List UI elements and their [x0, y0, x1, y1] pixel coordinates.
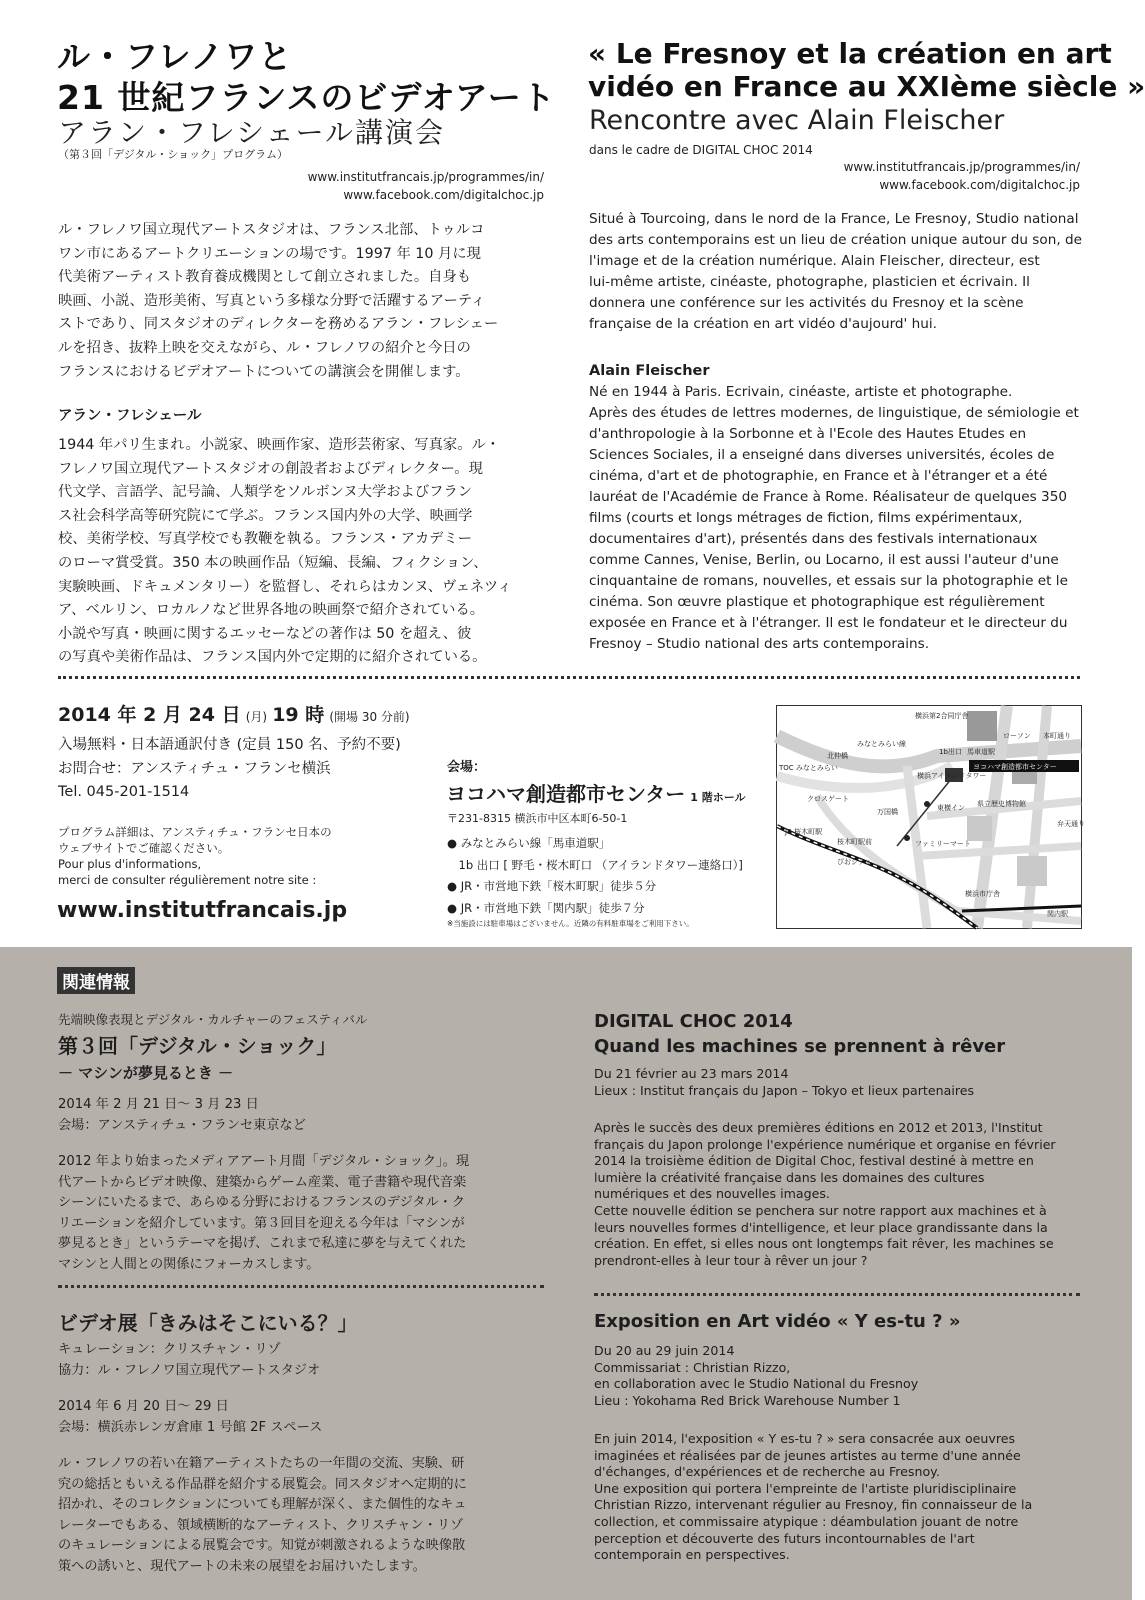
ex-fr-body-line: perception et découverte des futurs incontournables de l'art — [594, 1530, 975, 1546]
section-divider — [58, 676, 1080, 679]
related-badge: 関連情報 — [57, 967, 135, 994]
dc-jp-body-line: 2012 年より始まったメディアアート月間「デジタル・ショック」。現 — [58, 1154, 470, 1169]
ex-fr-meta-line: Lieu : Yokohama Red Brick Warehouse Number 1 — [594, 1392, 901, 1408]
fr-bio-line: comme Cannes, Venise, Berlin, ou Locarno, il est aussi l'auteur d'une — [589, 552, 1059, 568]
section-divider — [594, 1293, 1080, 1296]
ex-jp-body-line: ル・フレノワの若い在籍アーティストたちの一年間の交流、実験、研 — [58, 1456, 465, 1471]
event-details-line: Pour plus d'informations, — [58, 857, 202, 871]
jp-bio-line: 1944 年パリ生まれ。小説家、映画作家、造形芸術家、写真家。ル・ — [58, 437, 501, 453]
jp-bio-line: 校、美術学校、写真学校でも教鞭を執る。フランス・アカデミー — [58, 531, 473, 548]
event-info-line: Tel. 045-201-1514 — [58, 784, 190, 800]
venue-note: ※当施設には駐車場はございません。近隣の有料駐車場をご利用下さい。 — [447, 919, 694, 928]
jp-intro-line: ルを招き、抜粋上映を交えながら、ル・フレノワの紹介と今日の — [58, 339, 471, 356]
fr-intro-line: lui-même artiste, cinéaste, photographe, plasticien et écrivain. Il — [589, 274, 1030, 290]
jp-bio-line: フレノワ国立現代アートスタジオの創設者およびディレクター。現 — [58, 460, 483, 477]
map-label: 横浜市庁舎 — [965, 890, 1000, 898]
dc-jp-body-line: マシンと人間との関係にフォーカスします。 — [58, 1256, 320, 1272]
ex-fr-body-line: En juin 2014, l'exposition « Y es-tu ? » sera consacrée aux oeuvres — [594, 1431, 1016, 1446]
ex-fr-body-line: Une exposition qui portera l'empreinte de l'artiste pluridisciplinaire — [594, 1480, 1017, 1496]
fr-intro-line: des arts contemporains est un lieu de création unique autour du son, de — [589, 232, 1082, 248]
dc-fr-body-line: leurs nouvelles formes d'intelligence, et leur place grandissante dans la — [594, 1219, 1048, 1235]
fr-urls — [780, 158, 1080, 194]
dc-jp-meta — [58, 1095, 306, 1136]
map-label: TOC みなとみらい — [779, 764, 838, 772]
fr-bio-line: cinéma, d'art et de photographie, en France et à l'étranger et a été — [589, 468, 1048, 484]
fr-bio-line: Né en 1944 à Paris. Ecrivain, cinéaste, artiste et photographe. — [589, 384, 1013, 400]
jp-title — [57, 36, 557, 118]
venue-access — [447, 833, 743, 919]
fr-bio-line: exposée en France et à l'étranger. Il est le fondateur et le directeur du — [589, 615, 1068, 631]
ex-fr-body-line: imaginées et réalisées par de jeunes artistes au terme d'une année — [594, 1447, 1021, 1463]
fr-intro-line: donnera une conférence sur les activités du Fresnoy et la scène — [589, 295, 1024, 311]
jp-title-line: ル・フレノワと — [57, 37, 293, 76]
ex-jp-body — [58, 1454, 543, 1577]
dc-jp-body-line: リエーションを紹介しています。第３回目を迎える今年は「マシンが — [58, 1215, 465, 1231]
dc-jp-body — [58, 1152, 543, 1275]
fr-bio-line: films (courts et longs métrages de fiction, films expérimentaux, — [589, 510, 1023, 526]
map-label: 関内駅 — [1047, 910, 1068, 918]
jp-intro — [58, 219, 546, 384]
fr-intro — [589, 209, 1081, 335]
dc-fr-meta — [594, 1066, 974, 1099]
fr-bio-line: documentaires d'art), présentés dans des festivals internationaux — [589, 531, 1038, 547]
fr-title-line: vidéo en France au XXIème siècle » — [588, 70, 1145, 103]
ex-jp-meta — [58, 1397, 322, 1438]
ex-jp-body-line: レーターでもある、領域横断的なアーティスト、クリスチャン・リゾ — [58, 1517, 464, 1533]
dc-jp-body-line: 代アートからビデオ映像、建築からゲーム産業、電子書籍や現代音楽 — [58, 1174, 467, 1190]
event-info — [58, 734, 401, 805]
jp-intro-line: 代美術アーティスト教育養成機関として創立されました。自身も — [58, 269, 472, 286]
jp-bio-line: ア、ベルリン、ロカルノなど世界各地の映画祭で紹介されている。 — [58, 602, 485, 619]
map-label: ヨコハマ創造都市センター — [973, 763, 1057, 771]
map-label: クロスゲート — [807, 795, 849, 803]
map-label: 1b出口 — [939, 748, 962, 756]
map-label: 横浜第2合同庁舎 — [915, 712, 969, 720]
dc-fr-body-line: création. En effet, si elles nous ont longtemps fait rêver, les machines se — [594, 1236, 1054, 1252]
fr-bio-line: cinéma. Son œuvre plastique et photographique est régulièrement — [589, 594, 1045, 610]
dc-jp-body-line: 夢見るとき」というテーマを掲げ、これまで私達に夢を与えてくれた — [58, 1236, 467, 1251]
jp-bio-line: のローマ賞受賞。350 本の映画作品（短編、長編、フィクション、 — [58, 554, 488, 571]
map-label: 県立歴史博物館 — [977, 800, 1026, 808]
event-details — [58, 824, 332, 888]
map-label: みなとみらい線 — [857, 740, 906, 748]
dc-fr-body-line: numériques et des nouvelles images. — [594, 1186, 830, 1202]
access-line: ● JR・市営地下鉄「桜木町駅」徒歩５分 — [447, 879, 657, 893]
map-graphic — [777, 706, 1085, 928]
ex-jp-body-line: 招かれ、そのコレクションについても理解が深く、また個性的なキュ — [58, 1497, 467, 1512]
map-building — [1017, 856, 1047, 886]
map-label: 万国橋 — [877, 808, 898, 816]
ex-jp-body-line: のキュレーションによる展覧会です。知覚が刺激されるような映像散 — [58, 1538, 466, 1553]
fr-intro-line: l'image et de la création numérique. Alain Fleischer, directeur, est — [589, 253, 1040, 269]
ex-jp-meta-line: 2014 年 6 月 20 日〜 29 日 — [58, 1399, 229, 1414]
jp-url-link[interactable]: www.facebook.com/digitalchoc.jp — [343, 188, 544, 202]
map-label: ファミリーマート — [915, 840, 971, 848]
ex-fr-body-line: collection, et commissaire atypique : déambulation jouant de notre — [594, 1513, 1019, 1529]
ex-fr-body-line: d'échanges, d'expériences et de recherche au Fresnoy. — [594, 1464, 940, 1480]
fr-intro-line: française de la création en art vidéo d'aujourd' hui. — [589, 316, 937, 332]
fr-bio — [589, 382, 1081, 655]
fr-bio-line: Après des études de lettres modernes, de linguistique, de sémiologie et — [589, 405, 1079, 421]
event-date: 2014 年 2 月 24 日 — [58, 704, 241, 726]
map-label: JR 桜木町駅 — [785, 828, 823, 836]
map-label: 本町通り — [1043, 732, 1071, 740]
jp-intro-line: ル・フレノワ国立現代アートスタジオは、フランス北部、トゥルコ — [58, 222, 485, 238]
venue-name: ヨコハマ創造都市センター — [446, 782, 686, 806]
event-details-line: merci de consulter régulièrement notre site : — [58, 873, 317, 887]
map-label: 桜木町駅前 — [837, 838, 872, 846]
ex-jp-credit-line: キュレーション：クリスチャン・リゾ — [58, 1342, 281, 1357]
fr-intro-line: Situé à Tourcoing, dans le nord de la France, Le Fresnoy, Studio national — [589, 211, 1079, 227]
event-day: (月) — [245, 710, 268, 724]
jp-intro-line: ストであり、同スタジオのディレクターを務めるアラン・フレシェー — [58, 316, 499, 333]
jp-intro-line: 映画、小説、造形美術、写真という多様な分野で活躍するアーティ — [58, 292, 486, 309]
ex-fr-body-line: contemporain en perspectives. — [594, 1547, 790, 1563]
access-line: ● JR・市営地下鉄「関内駅」徒歩７分 — [447, 900, 645, 915]
fr-bio-line: cinquantaine de romans, nouvelles, et essais sur la photographie et le — [589, 573, 1068, 589]
fr-url-link[interactable]: www.institutfrancais.jp/programmes/in/ — [843, 160, 1080, 174]
map-point — [904, 835, 910, 841]
ex-jp-meta-line: 会場：横浜赤レンガ倉庫 1 号館 2F スペース — [58, 1419, 323, 1435]
dc-fr-body — [594, 1120, 1082, 1269]
map-label: 馬車道駅 — [967, 748, 995, 756]
dc-fr-body-line: français du Japon prolonge l'expérience numérique et organise en février — [594, 1136, 1056, 1152]
venue-address: 〒231-8315 横浜市中区本町6-50-1 — [447, 812, 628, 825]
event-info-line: お問合せ：アンスティチュ・フランセ横浜 — [58, 760, 331, 777]
event-details-line: ウェブサイトでご確認ください。 — [58, 841, 230, 855]
website-link[interactable]: www.institutfrancais.jp — [57, 898, 348, 923]
map-building — [967, 816, 992, 841]
access-line: 1b 出口 [ 野毛・桜木町口 （アイランドタワー連絡口）] — [447, 857, 743, 872]
dc-jp-body-line: シーンにいたるまで、あらゆる分野におけるフランスのデジタル・ク — [58, 1195, 466, 1210]
ex-fr-meta-line: Du 20 au 29 juin 2014 — [594, 1343, 735, 1358]
event-info-line: 入場無料・日本語通訳付き (定員 150 名、予約不要) — [58, 737, 401, 753]
map-label: ぴおシティ — [837, 858, 872, 866]
access-line: ● みなとみらい線「馬車道駅」 — [447, 836, 611, 850]
dc-fr-body-line: Après le succès des deux premières éditions en 2012 et 2013, l'Institut — [594, 1120, 1043, 1135]
ex-jp-title: ビデオ展「きみはそこにいる？」 — [58, 1311, 358, 1335]
jp-bio-line: ス社会科学高等研究院にて学ぶ。フランス国内外の大学、映画学 — [58, 507, 473, 524]
ex-jp-body-line: 究の総括ともいえる作品群を紹介する展覧会。同スタジオへ定期的に — [58, 1476, 467, 1492]
jp-bio-line: の写真や美術作品は、フランス国内外で定期的に紹介されている。 — [58, 649, 487, 666]
dc-jp-title: 第３回「デジタル・ショック」 — [58, 1034, 337, 1058]
dc-fr-meta-line: Du 21 février au 23 mars 2014 — [594, 1066, 789, 1081]
map-point — [924, 801, 930, 807]
dc-jp-subtitle: － マシンが夢見るとき － — [58, 1064, 234, 1082]
dc-fr-body-line: prendront-elles à leur tour à rêver un jour ? — [594, 1252, 868, 1268]
fr-bio-line: d'anthropologie à la Sorbonne et à l'Ecole des Hautes Etudes en — [589, 426, 1027, 442]
jp-program-note: （第３回「デジタル・ショック」プログラム） — [58, 148, 289, 161]
dc-fr-body-line: Cette nouvelle édition se penchera sur notre rapport aux machines et à — [594, 1202, 1047, 1218]
jp-bio-line: 実験映画、ドキュメンタリー）を監督し、それらはカンヌ、ヴェネツィ — [58, 578, 512, 595]
fr-url-link[interactable]: www.facebook.com/digitalchoc.jp — [879, 178, 1080, 192]
jp-title-line: 21 世紀フランスのビデオアート — [57, 78, 556, 117]
ex-fr-body-line: Christian Rizzo, intervenant régulier au Fresnoy, fin connaisseur de la — [594, 1497, 1033, 1513]
fr-title — [588, 37, 1145, 103]
dc-fr-body-line: lumière la créativité française dans les domaines des cultures — [594, 1169, 985, 1185]
ex-fr-meta-line: Commissariat : Christian Rizzo, — [594, 1359, 791, 1375]
fr-title-line: « Le Fresnoy et la création en art — [588, 37, 1112, 70]
dc-jp-meta-line: 会場：アンスティチュ・フランセ東京など — [58, 1117, 306, 1133]
map-label: 東横イン — [937, 804, 965, 812]
jp-bio-line: 代文学、言語学、記号論、人類学をソルボンヌ大学およびフラン — [58, 484, 473, 501]
fr-program-note: dans le cadre de DIGITAL CHOC 2014 — [589, 143, 813, 157]
dc-fr-subtitle: Quand les machines se prennent à rêver — [594, 1036, 1006, 1057]
jp-bio-heading: アラン・フレシェール — [58, 408, 202, 424]
fr-bio-line: Fresnoy – Studio national des arts contemporains. — [589, 636, 930, 652]
ex-fr-body — [594, 1431, 1082, 1564]
dc-fr-body-line: 2014 la troisième édition de Digital Choc, festival destiné à mettre en — [594, 1153, 1034, 1169]
event-details-line: プログラム詳細は、アンスティチュ・フランセ日本の — [58, 825, 332, 839]
fr-subtitle: Rencontre avec Alain Fleischer — [589, 105, 1005, 136]
jp-url-link[interactable]: www.institutfrancais.jp/programmes/in/ — [307, 170, 544, 184]
section-divider — [58, 1285, 544, 1288]
venue-name-row — [446, 778, 746, 807]
ex-jp-credits — [58, 1340, 320, 1381]
venue-hall: 1 階ホール — [690, 791, 746, 804]
event-time: 19 時 — [272, 704, 325, 726]
jp-urls — [250, 168, 544, 204]
venue-map — [776, 705, 1085, 929]
jp-bio — [58, 434, 546, 670]
event-time-note: (開場 30 分前) — [329, 710, 410, 724]
ex-fr-title: Exposition en Art vidéo « Y es-tu ? » — [594, 1311, 961, 1332]
map-label: ローソン — [1003, 732, 1031, 740]
map-label: 弁天通り — [1057, 820, 1085, 828]
jp-subtitle: アラン・フレシェール講演会 — [58, 116, 446, 149]
map-label: 横浜アイランドタワー — [917, 772, 987, 780]
dc-fr-title: DIGITAL CHOC 2014 — [594, 1011, 793, 1032]
fr-bio-heading: Alain Fleischer — [589, 363, 710, 379]
dc-jp-meta-line: 2014 年 2 月 21 日〜 3 月 23 日 — [58, 1097, 259, 1112]
fr-bio-line: lauréat de l'Académie de France à Rome. Réalisateur de quelques 350 — [589, 489, 1067, 505]
map-label: 北仲橋 — [827, 752, 848, 760]
map-building — [967, 711, 997, 741]
dc-jp-kicker: 先端映像表現とデジタル・カルチャーのフェスティバル — [58, 1012, 368, 1027]
event-datetime — [58, 700, 410, 727]
jp-bio-line: 小説や写真・映画に関するエッセーなどの著作は 50 を超え、彼 — [58, 625, 472, 642]
ex-jp-credit-line: 協力：ル・フレノワ国立現代アートスタジオ — [58, 1362, 321, 1378]
fr-bio-line: Sciences Sociales, il a enseigné dans diverses universités, écoles de — [589, 447, 1055, 463]
dc-fr-meta-line: Lieux : Institut français du Japon – Tokyo et lieux partenaires — [594, 1082, 975, 1098]
jp-intro-line: ワン市にあるアートクリエーションの場です。1997 年 10 月に現 — [58, 245, 481, 262]
ex-jp-body-line: 策への誘いと、現代アートの未来の展望をお届けいたします。 — [58, 1558, 426, 1574]
jp-intro-line: フランスにおけるビデオアートについての講演会を開催します。 — [58, 363, 470, 380]
venue-label: 会場： — [447, 760, 487, 775]
ex-fr-meta-line: en collaboration avec le Studio National du Fresnoy — [594, 1376, 919, 1392]
ex-fr-meta — [594, 1343, 918, 1409]
